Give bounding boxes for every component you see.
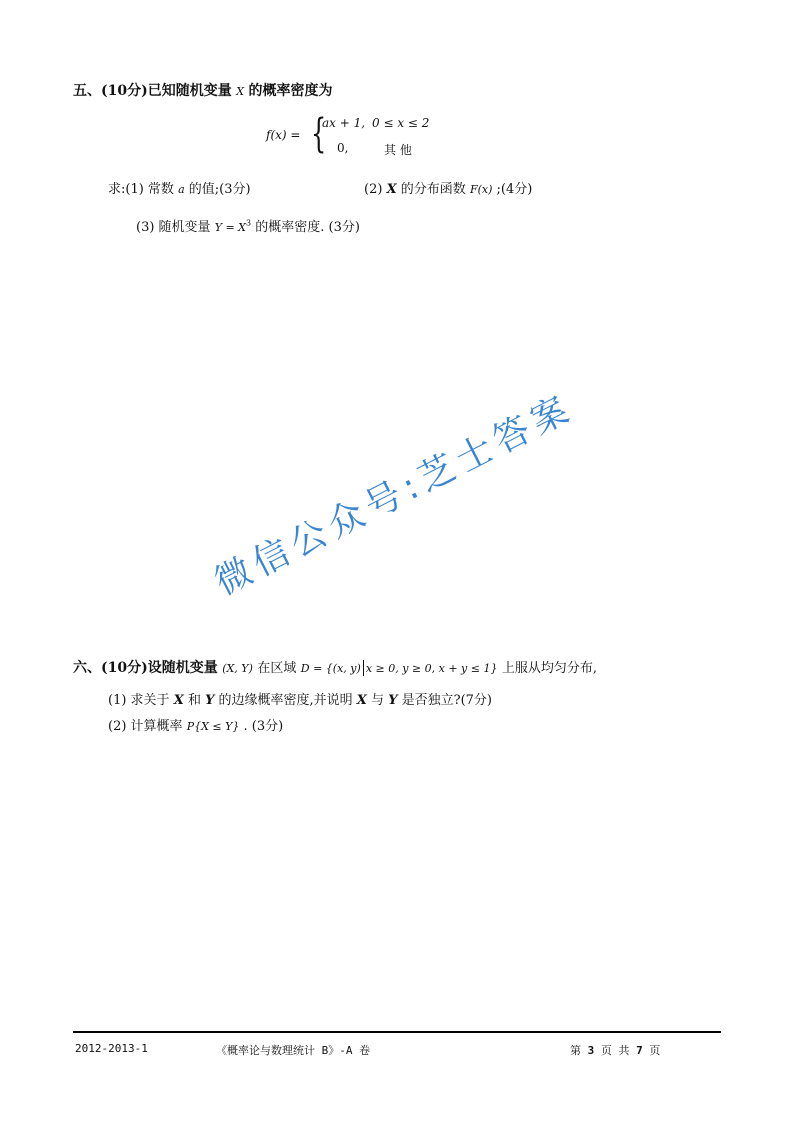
q6-heading xyxy=(73,657,597,677)
footer-page xyxy=(570,1042,660,1058)
q5-part1-tail: 的值;(3分) xyxy=(188,182,251,197)
q5-part3 xyxy=(136,216,360,235)
q5-heading-var: X xyxy=(236,85,245,98)
q6-region-def: D = {(x, y) xyxy=(300,662,361,675)
q6-region-tail: 上服从均匀分布, xyxy=(501,661,598,676)
q5-heading-tail: 的概率密度为 xyxy=(248,83,333,99)
q6-part2 xyxy=(108,715,283,734)
q6-region-cond: x ≥ 0, y ≥ 0, x + y ≤ 1} xyxy=(365,662,498,675)
footer-rule xyxy=(73,1031,721,1033)
q6-part1-y: Y xyxy=(205,693,215,708)
q6-part1-with: 与 xyxy=(371,693,385,708)
q6-set-bar xyxy=(363,660,364,676)
q6-part1 xyxy=(108,689,492,708)
q6-part1-and: 和 xyxy=(187,693,201,708)
q5-part2 xyxy=(364,178,532,197)
footer-page-prefix: 第 xyxy=(570,1044,581,1057)
q5-heading xyxy=(73,80,332,100)
watermark: 微信公众号:芝士答案 xyxy=(208,387,581,604)
q6-part2-tail: . (3分) xyxy=(243,719,284,734)
q6-part1-tail: 是否独立?(7分) xyxy=(401,693,492,708)
q5-brace: { xyxy=(311,111,327,157)
q5-case1-cond: 0 ≤ x ≤ 2 xyxy=(372,116,430,130)
q5-case1-expr: ax + 1, xyxy=(322,116,366,130)
q5-case2-cond: 其 他 xyxy=(384,143,412,157)
q5-part2-mid: 的分布函数 xyxy=(400,182,466,197)
q5-part2-fx: F(x) xyxy=(469,183,493,196)
q5-part3-tail: 的概率密度. (3分) xyxy=(255,220,360,235)
q6-part2-text: (2) 计算概率 xyxy=(108,719,183,734)
q5-part3-exp: 3 xyxy=(246,218,252,228)
q5-case2-expr: 0, xyxy=(337,141,349,155)
q6-pair: (X, Y) xyxy=(222,662,253,675)
footer-course: 《概率论与数理统计 B》-A 卷 xyxy=(216,1044,371,1057)
q5-part2-text: (2) xyxy=(364,182,383,197)
q5-part3-text: (3) 随机变量 xyxy=(136,220,211,235)
q6-heading-text: 六、(10分)设随机变量 xyxy=(73,660,218,676)
q6-part1-x: X xyxy=(173,693,184,708)
q5-part2-tail: ;(4分) xyxy=(496,182,533,197)
q5-part3-expr: Y = X xyxy=(214,221,247,234)
q5-part1-var: a xyxy=(178,183,185,196)
q5-part1-text: 求:(1) 常数 xyxy=(108,182,174,197)
q5-part1 xyxy=(108,178,251,197)
footer-page-suffix: 页 xyxy=(649,1044,661,1057)
q6-part1-text: (1) 求关于 xyxy=(108,693,170,708)
footer-page-mid: 页 共 xyxy=(600,1044,630,1057)
q5-part2-var: X xyxy=(386,182,397,197)
footer-page-number: 3 xyxy=(587,1044,595,1057)
q5-f-label: f(x) = xyxy=(266,128,301,142)
footer-year: 2012-2013-1 xyxy=(75,1042,148,1055)
q6-part1-y2: Y xyxy=(388,693,398,708)
q6-part2-expr: P{X ≤ Y} xyxy=(186,720,240,733)
q6-part1-x2: X xyxy=(356,693,367,708)
footer-page-total: 7 xyxy=(636,1044,643,1057)
q6-part1-mid: 的边缘概率密度,并说明 xyxy=(218,693,353,708)
q5-heading-text: 五、(10分)已知随机变量 xyxy=(73,83,232,99)
q6-region-label: 在区域 xyxy=(257,661,297,676)
